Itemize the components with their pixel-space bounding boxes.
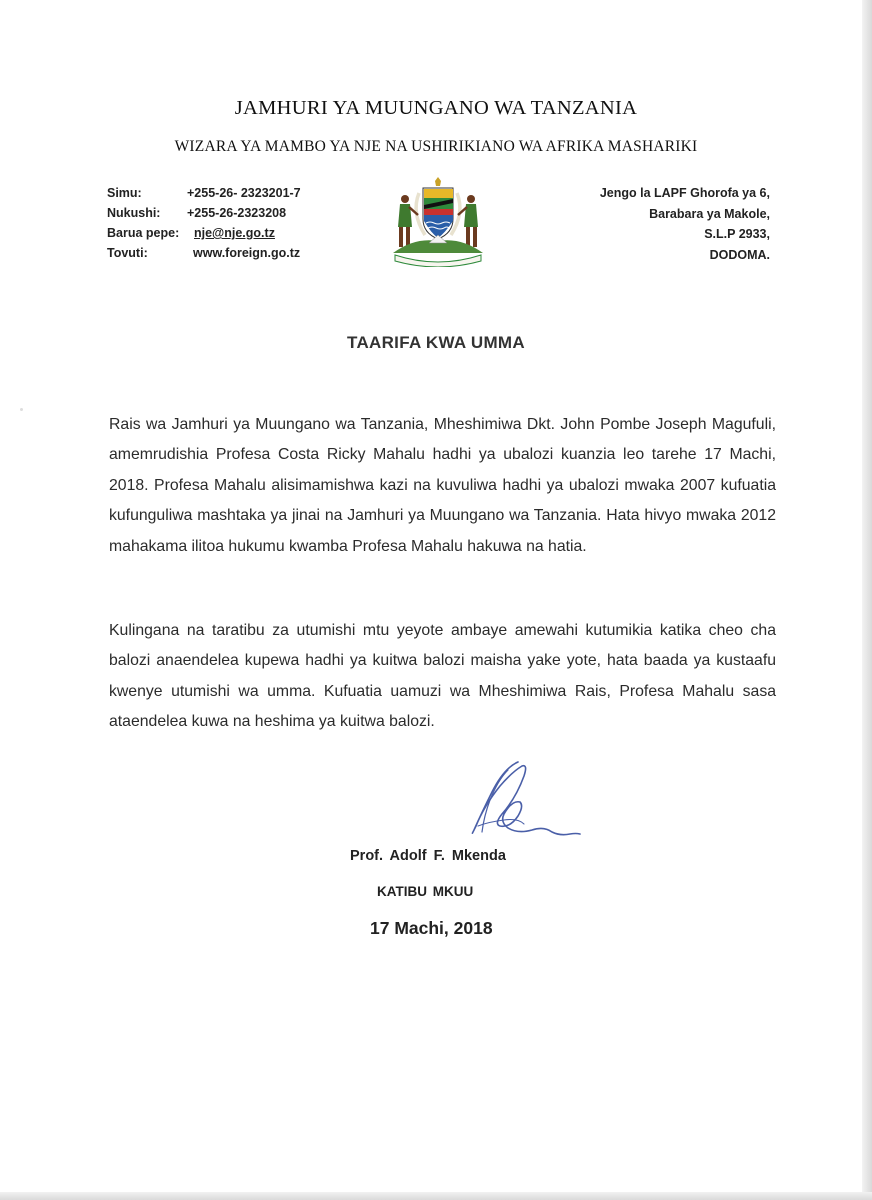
fax-label: Nukushi: xyxy=(107,206,161,220)
document-date: 17 Machi, 2018 xyxy=(370,918,493,938)
paper-speck xyxy=(20,408,23,411)
web-value[interactable]: www.foreign.go.tz xyxy=(193,246,301,260)
document-heading: TAARIFA KWA UMMA xyxy=(347,333,525,352)
page-edge-shadow xyxy=(862,0,872,1200)
web-label: Tovuti: xyxy=(107,246,148,260)
email-link[interactable]: nje@nje.go.tz xyxy=(194,226,275,240)
signatory-title: KATIBU MKUU xyxy=(377,884,474,899)
body-paragraph-2: Kulingana na taratibu za utumishi mtu yeyote ambaye amewahi kutumikia katika cheo cha balozi anaendelea kupewa hadhi ya kuitwa balozi maisha yake yote, hata baada ya kustaafu kwenye utumishi wa umma. Kufuatia uamuzi wa Mheshimiwa Rais, Profesa Mahalu sasa ataendelea kuwa na heshima ya kuitwa balozi. xyxy=(109,622,776,731)
ministry-title: WIZARA YA MAMBO YA NJE NA USHIRIKIANO WA AFRIKA MASHARIKI xyxy=(174,138,698,155)
republic-title: JAMHURI YA MUUNGANO WA TANZANIA xyxy=(234,97,638,119)
handwritten-signature xyxy=(448,756,583,852)
address-line-street: Barabara ya Makole, xyxy=(649,206,770,221)
address-line-pobox: S.L.P 2933, xyxy=(704,227,770,241)
address-line-building: Jengo la LAPF Ghorofa ya 6, xyxy=(599,186,770,200)
address-block xyxy=(600,183,770,265)
body-paragraph-1: Rais wa Jamhuri ya Muungano wa Tanzania, Mheshimiwa Dkt. John Pombe Joseph Magufuli, amemrudishia Profesa Costa Ricky Mahalu hadhi ya ubalozi kuanzia leo tarehe 17 Machi, 2018. Profesa Mahalu alisimamishwa kazi na kuvuliwa hadhi ya ubalozi mwaka 2007 kufuatia kufunguliwa mashtaka ya jinai na Jamhuri ya Muungano wa Tanzania. Hata hivyo mwaka 2012 mahakama ilitoa hukumu kwamba Profesa Mahalu hakuwa na hatia. xyxy=(109,416,776,555)
signatory-name: Prof. Adolf F. Mkenda xyxy=(350,848,506,864)
email-label: Barua pepe: xyxy=(107,226,180,240)
phone-value: +255-26- 2323201-7 xyxy=(187,186,301,200)
address-line-city: DODOMA. xyxy=(709,247,770,262)
coat-of-arms-icon xyxy=(385,177,491,267)
fax-value: +255-26-2323208 xyxy=(187,206,287,220)
page-bottom-shadow xyxy=(0,1192,872,1200)
phone-label: Simu: xyxy=(107,186,142,200)
